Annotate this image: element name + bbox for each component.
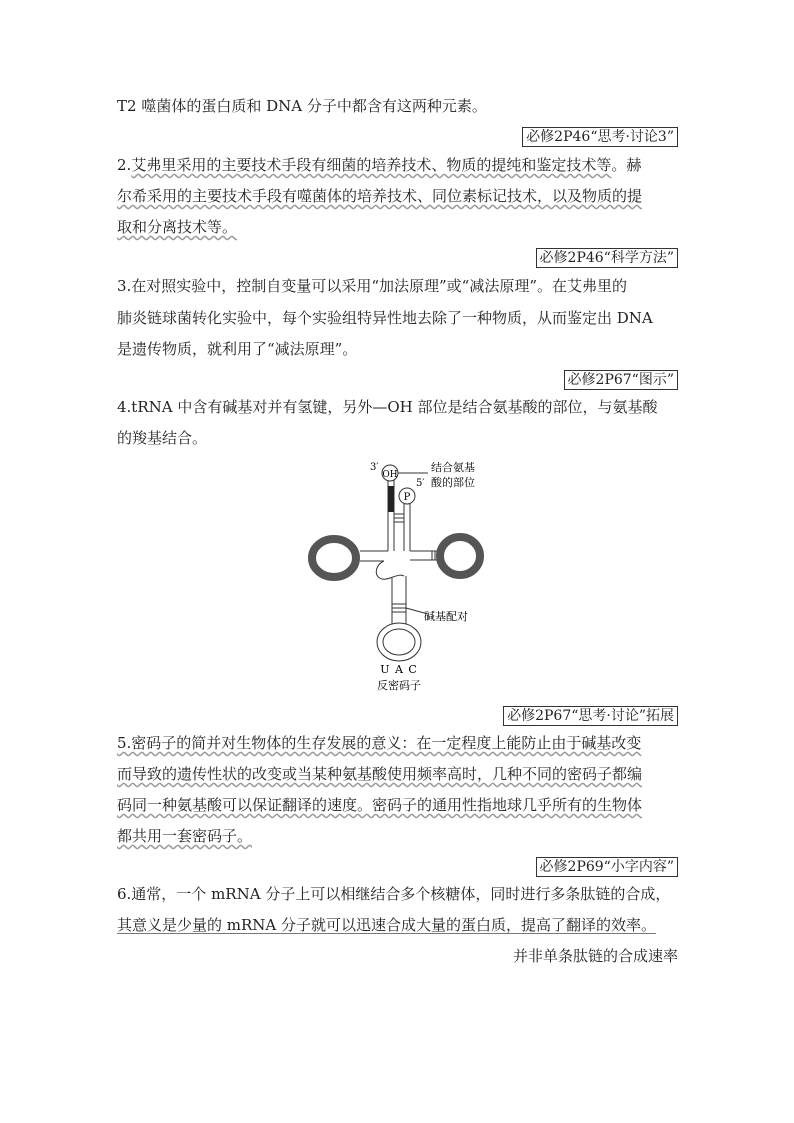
reference-tag-4: 必修2P67“思考·讨论”拓展 [503,706,678,726]
acceptor-base-pairs [394,514,404,522]
acceptor-end-marker [388,486,394,512]
paragraph-4-line-2: 的羧基结合。 [117,429,208,447]
p2-underlined: 艾弗里采用的主要技术手段有细菌的培养技术、物质的提纯和鉴定技术等 [131,156,612,174]
p5-line3-text: 码同一种氨基酸可以保证翻译的速度。密码子的通用性指地球几乎所有的生物体 [117,796,643,814]
paragraph-2-line-1 [117,155,679,175]
paragraph-2-line-2: 尔希采用的主要技术手段有噬菌体的培养技术、同位素标记技术，以及物质的提 [117,187,643,205]
paragraph-3-line-2: 肺炎链球菌转化实验中，每个实验组特异性地去除了一种物质，从而鉴定出 DNA [117,309,653,327]
paragraph-5-line-1 [117,733,679,753]
paragraph-5-line-4 [117,826,679,846]
margin-note: 并非单条肽链的合成速率 [512,947,678,965]
anticodon-label: 反密码子 [377,679,421,692]
p5-line2-text: 而导致的遗传性状的改变或当某种氨基酸使用频率高时，几种不同的密码子都编 [117,765,643,783]
trna-diagram [300,456,500,696]
paragraph-4-line-1: 4.tRNA 中含有碱基对并有氢键，另外—OH 部位是结合氨基酸的部位，与氨基酸 [117,398,658,416]
p5-line1-text: 5.密码子的简并对生物体的生存发展的意义：在一定程度上能防止由于碱基改变 [117,734,642,752]
anticodon-base-pairs [392,604,406,612]
reference-tag-2: 必修2P46“科学方法” [536,248,678,268]
paragraph-6-line-1: 6.通常，一个 mRNA 分子上可以相继结合多个核糖体，同时进行多条肽链的合成， [117,885,671,903]
variable-loop [376,561,404,579]
paragraph-3-line-1: 3.在对照实验中，控制自变量可以采用“加法原理”或“减法原理”。在艾弗里的 [117,277,627,295]
reference-tag-5: 必修2P69“小字内容” [536,857,678,877]
reference-tag-3: 必修2P67“图示” [564,370,678,390]
site-label-1: 结合氨基 [431,461,475,474]
paragraph-5-line-2 [117,764,679,784]
five-prime-label: 5′ [416,478,425,489]
anticodon-letters: U A C [380,663,418,676]
p2-line3-text: 取和分离技术等。 [117,218,238,236]
paragraph-1-line: T2 噬菌体的蛋白质和 DNA 分子中都含有这两种元素。 [117,97,487,115]
t-loop [440,537,480,575]
paragraph-5-line-3 [117,795,679,815]
p2-tail: 。赫 [611,156,642,174]
p5-line4-text: 都共用一套密码子。 [117,827,253,845]
p6-line2-text: 其意义是少量的 mRNA 分子就可以迅速合成大量的蛋白质，提高了翻译的效率。 [117,916,657,934]
reference-tag-1: 必修2P46“思考·讨论3” [522,127,678,147]
paragraph-6-line-2 [117,915,679,935]
phosphate-label: P [403,492,411,503]
site-label-2: 酸的部位 [431,476,475,489]
paragraph-2-line-3 [117,217,679,237]
three-prime-label: 3′ [370,462,379,473]
pairing-label: 碱基配对 [424,610,468,623]
d-loop [312,539,356,577]
paragraph-3-line-3: 是遗传物质，就利用了“减法原理”。 [117,340,358,358]
oh-label: OH [382,470,398,480]
p2-number: 2. [117,156,132,174]
